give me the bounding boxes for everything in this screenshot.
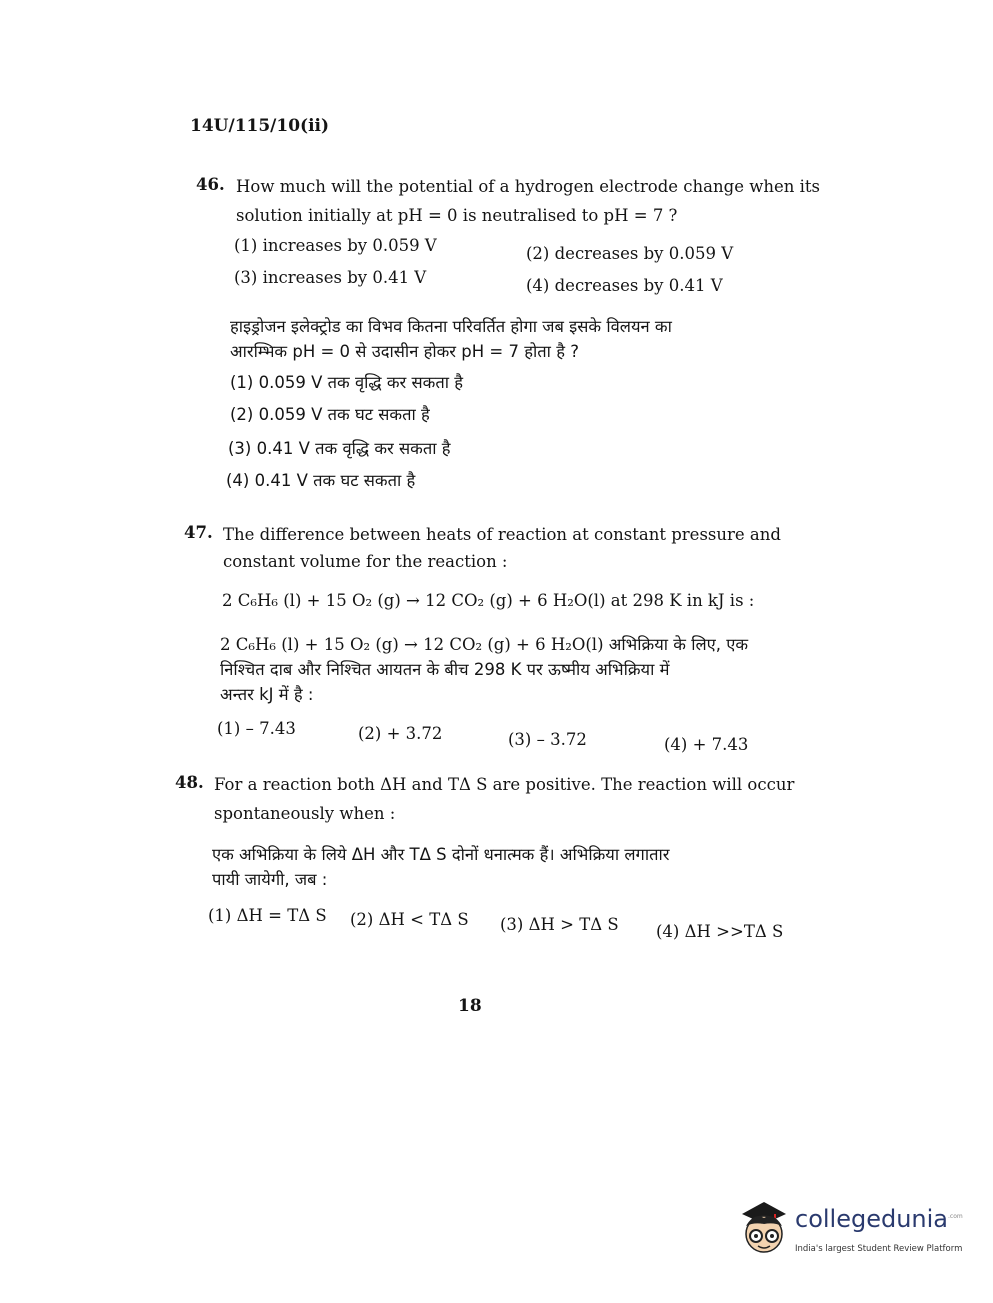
q47-hindi-line-2: निश्चित दाब और निश्चित आयतन के बीच 298 K पर ऊष्मीय अभिक्रिया में	[220, 660, 670, 679]
q47-reaction-en	[222, 588, 822, 613]
q46-hindi-option-2: (2) 0.059 V तक घट सकता है	[230, 405, 430, 424]
q47-reaction-equation-hi: 2 C₆H₆ (l) + 15 O₂ (g) → 12 CO₂ (g) + 6 H₂O(l)	[220, 635, 604, 654]
q47-number: 47.	[184, 523, 213, 542]
q47-option-1: (1) – 7.43	[217, 719, 296, 738]
logo-name	[795, 1205, 963, 1233]
q47-hindi-line-3: अन्तर kJ में है :	[220, 685, 314, 704]
logo-com: .com	[948, 1213, 963, 1220]
q46-option-2: (2) decreases by 0.059 V	[526, 244, 734, 263]
q47-text	[223, 522, 823, 574]
q47-reaction-tail-hi: अभिक्रिया के लिए, एक	[608, 635, 749, 654]
paper-code: 14U/115/10(ii)	[190, 116, 330, 136]
logo-tagline: India's largest Student Review Platform	[795, 1244, 963, 1254]
q46-hindi-line-2: आरम्भिक pH = 0 से उदासीन होकर pH = 7 होता है ?	[230, 342, 579, 361]
q47-line-1: The difference between heats of reaction at constant pressure and	[223, 525, 781, 544]
q48-option-4: (4) ΔH >>TΔ S	[656, 922, 784, 941]
q46-hindi-option-1: (1) 0.059 V तक वृद्धि कर सकता है	[230, 373, 464, 392]
q48-hindi-text	[212, 842, 812, 892]
q48-option-3: (3) ΔH > TΔ S	[500, 915, 619, 934]
q46-hindi-option-3: (3) 0.41 V तक वृद्धि कर सकता है	[228, 439, 451, 458]
q47-hindi-text	[220, 632, 820, 707]
logo-name-text: collegedunia	[795, 1205, 949, 1233]
q46-hindi-text	[230, 314, 830, 364]
q48-line-1: For a reaction both ΔH and TΔ S are positive. The reaction will occur	[214, 775, 795, 794]
q47-reaction-equation: 2 C₆H₆ (l) + 15 O₂ (g) → 12 CO₂ (g) + 6 H₂O(l)	[222, 591, 606, 610]
q46-text	[236, 174, 836, 228]
q46-option-1: (1) increases by 0.059 V	[234, 236, 437, 255]
q47-option-4: (4) + 7.43	[664, 735, 749, 754]
q48-option-2: (2) ΔH < TΔ S	[350, 910, 469, 929]
q46-line-2: solution initially at pH = 0 is neutralised to pH = 7 ?	[236, 206, 678, 225]
q46-hindi-line-1: हाइड्रोजन इलेक्ट्रोड का विभव कितना परिवर्तित होगा जब इसके विलयन का	[230, 317, 672, 336]
q46-option-4: (4) decreases by 0.41 V	[526, 276, 723, 295]
q48-option-1: (1) ΔH = TΔ S	[208, 906, 327, 925]
q48-text	[214, 772, 814, 826]
q47-option-3: (3) – 3.72	[508, 730, 587, 749]
q47-hindi-line-1	[220, 632, 820, 657]
q48-hindi-line-2: पायी जायेगी, जब :	[212, 870, 328, 889]
q46-hindi-option-4: (4) 0.41 V तक घट सकता है	[226, 471, 416, 490]
q46-line-1: How much will the potential of a hydrogen electrode change when its	[236, 177, 820, 196]
q46-option-3: (3) increases by 0.41 V	[234, 268, 427, 287]
q47-line-2: constant volume for the reaction :	[223, 552, 508, 571]
page-number: 18	[458, 996, 482, 1016]
q46-number: 46.	[196, 175, 225, 194]
q48-hindi-line-1: एक अभिक्रिया के लिये ΔH और TΔ S दोनों धनात्मक हैं। अभिक्रिया लगातार	[212, 845, 670, 864]
q47-reaction-tail-en: at 298 K in kJ is :	[610, 591, 755, 610]
collegedunia-mascot-icon	[734, 1196, 794, 1260]
q48-line-2: spontaneously when :	[214, 804, 396, 823]
q48-number: 48.	[175, 773, 204, 792]
q47-option-2: (2) + 3.72	[358, 724, 443, 743]
